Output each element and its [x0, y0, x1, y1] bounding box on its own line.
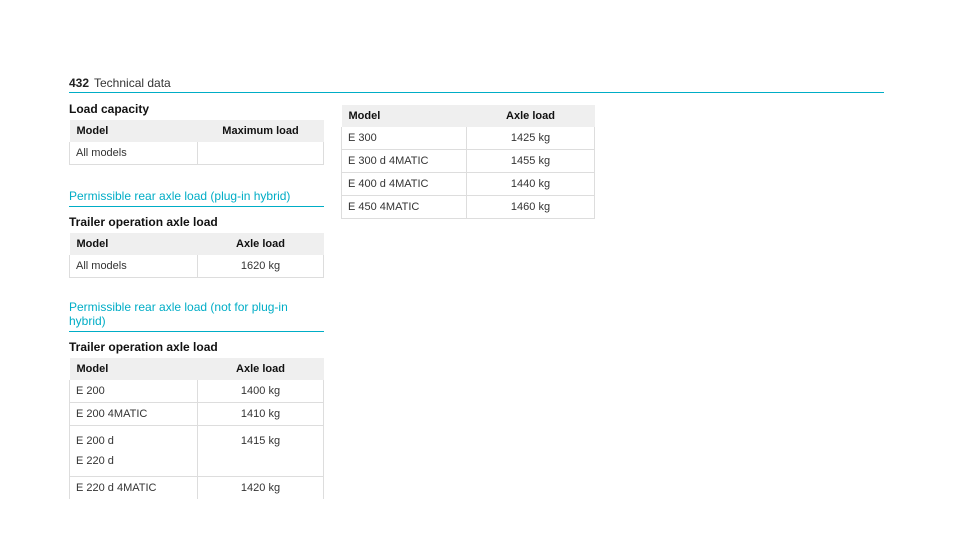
table-header-row: [70, 120, 324, 142]
table-row: [70, 380, 324, 403]
cell-value: 1455 kg: [467, 150, 595, 173]
cell-value: 1420 kg: [198, 477, 324, 500]
cell-model: E 200 4MATIC: [70, 403, 198, 426]
page-number: 432: [69, 76, 90, 90]
cell-model: E 400 d 4MATIC: [342, 173, 467, 196]
table-row: [70, 477, 324, 500]
cell-value: [198, 142, 324, 165]
cell-model: E 450 4MATIC: [342, 196, 467, 219]
load-capacity-table: [69, 120, 324, 165]
phev-axle-load-link[interactable]: Permissible rear axle load (plug-in hybrid): [69, 189, 324, 207]
column-header-model: Model: [70, 358, 198, 380]
table-row: [70, 426, 324, 477]
cell-value: 1620 kg: [198, 255, 324, 278]
load-capacity-title: Load capacity: [69, 102, 150, 116]
column-header-model: Model: [70, 120, 198, 142]
cell-model-line: E 200 d: [76, 435, 114, 447]
cell-model-line: E 220 d: [76, 455, 114, 467]
table-row: [342, 196, 595, 219]
column-header-axle-load: Axle load: [198, 233, 324, 255]
non-phev-subtitle: Trailer operation axle load: [69, 340, 218, 354]
table-row: [70, 403, 324, 426]
page-header: [69, 76, 884, 93]
cell-value: 1410 kg: [198, 403, 324, 426]
cell-model: All models: [70, 142, 198, 165]
cell-value: 1460 kg: [467, 196, 595, 219]
section-title: Technical data: [94, 76, 171, 90]
cell-model: [70, 426, 198, 477]
column-header-model: Model: [342, 105, 467, 127]
cell-model: E 220 d 4MATIC: [70, 477, 198, 500]
table-row: [342, 127, 595, 150]
non-phev-axle-table: [69, 358, 324, 499]
column-header-axle-load: Axle load: [467, 105, 595, 127]
table-header-row: [70, 233, 324, 255]
right-column: [341, 105, 595, 219]
cell-value: 1415 kg: [198, 426, 324, 477]
cell-model: E 300 d 4MATIC: [342, 150, 467, 173]
table-row: [70, 255, 324, 278]
axle-load-table: [341, 105, 595, 219]
cell-model: All models: [70, 255, 198, 278]
table-row: [342, 150, 595, 173]
cell-value: 1425 kg: [467, 127, 595, 150]
non-phev-axle-load-link[interactable]: Permissible rear axle load (not for plug-in hybrid): [69, 300, 324, 332]
column-header-maximum-load: Maximum load: [198, 120, 324, 142]
cell-model: E 200: [70, 380, 198, 403]
table-header-row: [70, 358, 324, 380]
cell-model: E 300: [342, 127, 467, 150]
cell-value: 1400 kg: [198, 380, 324, 403]
column-header-axle-load: Axle load: [198, 358, 324, 380]
table-header-row: [342, 105, 595, 127]
table-row: [342, 173, 595, 196]
column-header-model: Model: [70, 233, 198, 255]
left-column: [69, 102, 324, 499]
phev-axle-table: [69, 233, 324, 278]
table-row: [70, 142, 324, 165]
cell-value: 1440 kg: [467, 173, 595, 196]
phev-subtitle: Trailer operation axle load: [69, 215, 218, 229]
